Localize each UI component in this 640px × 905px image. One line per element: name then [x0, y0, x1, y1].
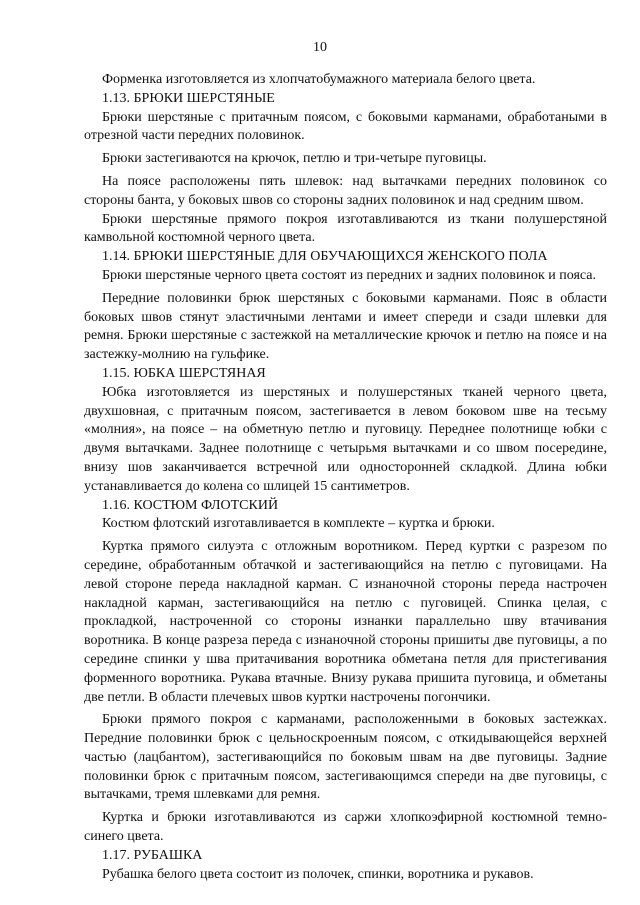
section-heading: 1.14. БРЮКИ ШЕРСТЯНЫЕ ДЛЯ ОБУЧАЮЩИХСЯ ЖЕНСКОГО ПОЛА	[102, 249, 548, 265]
paragraph: Брюки шерстяные черного цвета состоят из передних и задних половинок и пояса.	[102, 267, 597, 283]
document-body	[84, 71, 607, 884]
paragraph: Брюки прямого покроя с карманами, расположенными в боковых застежках. Передние половинки брюк с цельноскроенным поясом, с откидывающейся верхней частью (лацбантом), застегивающийся по боковым швам на две пуговицы. Задние половинки брюк с притачным поясом, застегивающимся спереди на две пуговицы, с вытачками, тремя шлевками для ремня.	[84, 712, 607, 803]
paragraph: Куртка и брюки изготавливаются из саржи хлопкоэфирной костюмной темно-синего цвета.	[84, 810, 607, 845]
section-heading: 1.15. ЮБКА ШЕРСТЯНАЯ	[102, 365, 266, 381]
paragraph: Брюки застегиваются на крючок, петлю и три-четыре пуговицы.	[102, 151, 487, 167]
section-heading: 1.13. БРЮКИ ШЕРСТЯНЫЕ	[102, 90, 275, 106]
paragraph: Куртка прямого силуэта с отложным воротником. Перед куртки с разрезом по середине, обработанным обтачкой и застегивающийся на петлю с пуговицами. На левой стороне переда накладной карман. С изнаночной стороны переда настрочен накладной карман, застегивающийся на петлю с пуговицей. Спинка целая, с прокладкой, настроченной со стороны изнанки параллельно шву втачивания воротника. В конце разреза переда с изнаночной стороны пришиты две пуговицы, а по середине спинки у шва притачивания воротника обметана петля для пристегивания форменного воротника. Рукава втачные. Внизу рукава пришита пуговица, и обметаны две петли. В области плечевых швов куртки настрочены погончики.	[84, 539, 607, 705]
paragraph: На поясе расположены пять шлевок: над вытачками передних половинок со стороны банта, у боковых швов со стороны задних половинок и над средним швом.	[84, 173, 607, 208]
paragraph: Передние половинки брюк шерстяных с боковыми карманами. Пояс в области боковых швов стянут эластичными лентами и имеет спереди и сзади шлевки для ремня. Брюки шерстяные с застежкой на металлические крючок и петлю на поясе и на застежку-молнию на гульфике.	[84, 290, 607, 363]
paragraph: Брюки шерстяные прямого покроя изготавливаются из ткани полушерстяной камвольной костюмной черного цвета.	[84, 211, 607, 246]
section-heading: 1.17. РУБАШКА	[102, 847, 203, 863]
paragraph: Костюм флотский изготавливается в комплекте – куртка и брюки.	[102, 516, 495, 532]
page-number: 10	[313, 40, 327, 55]
paragraph: Юбка изготовляется из шерстяных и полушерстяных тканей черного цвета, двухшовная, с притачным поясом, застегивается в левом боковом шве на тесьму «молния», на поясе – на обметную петлю и пуговицу. Переднее полотнище юбки с двумя вытачками. Заднее полотнище с четырьмя вытачками и со швом посередине, внизу шов заканчивается встречной или односторонней складкой. Длина юбки устанавливается до колена со шлицей 15 сантиметров.	[84, 384, 607, 494]
section-heading: 1.16. КОСТЮМ ФЛОТСКИЙ	[102, 497, 279, 513]
paragraph: Форменка изготовляется из хлопчатобумажного материала белого цвета.	[102, 72, 536, 87]
paragraph: Брюки шерстяные с притачным поясом, с боковыми карманами, обработаными в отрезной части передних половинок.	[84, 109, 607, 144]
paragraph: Рубашка белого цвета состоит из полочек, спинки, воротника и рукавов.	[102, 866, 534, 882]
